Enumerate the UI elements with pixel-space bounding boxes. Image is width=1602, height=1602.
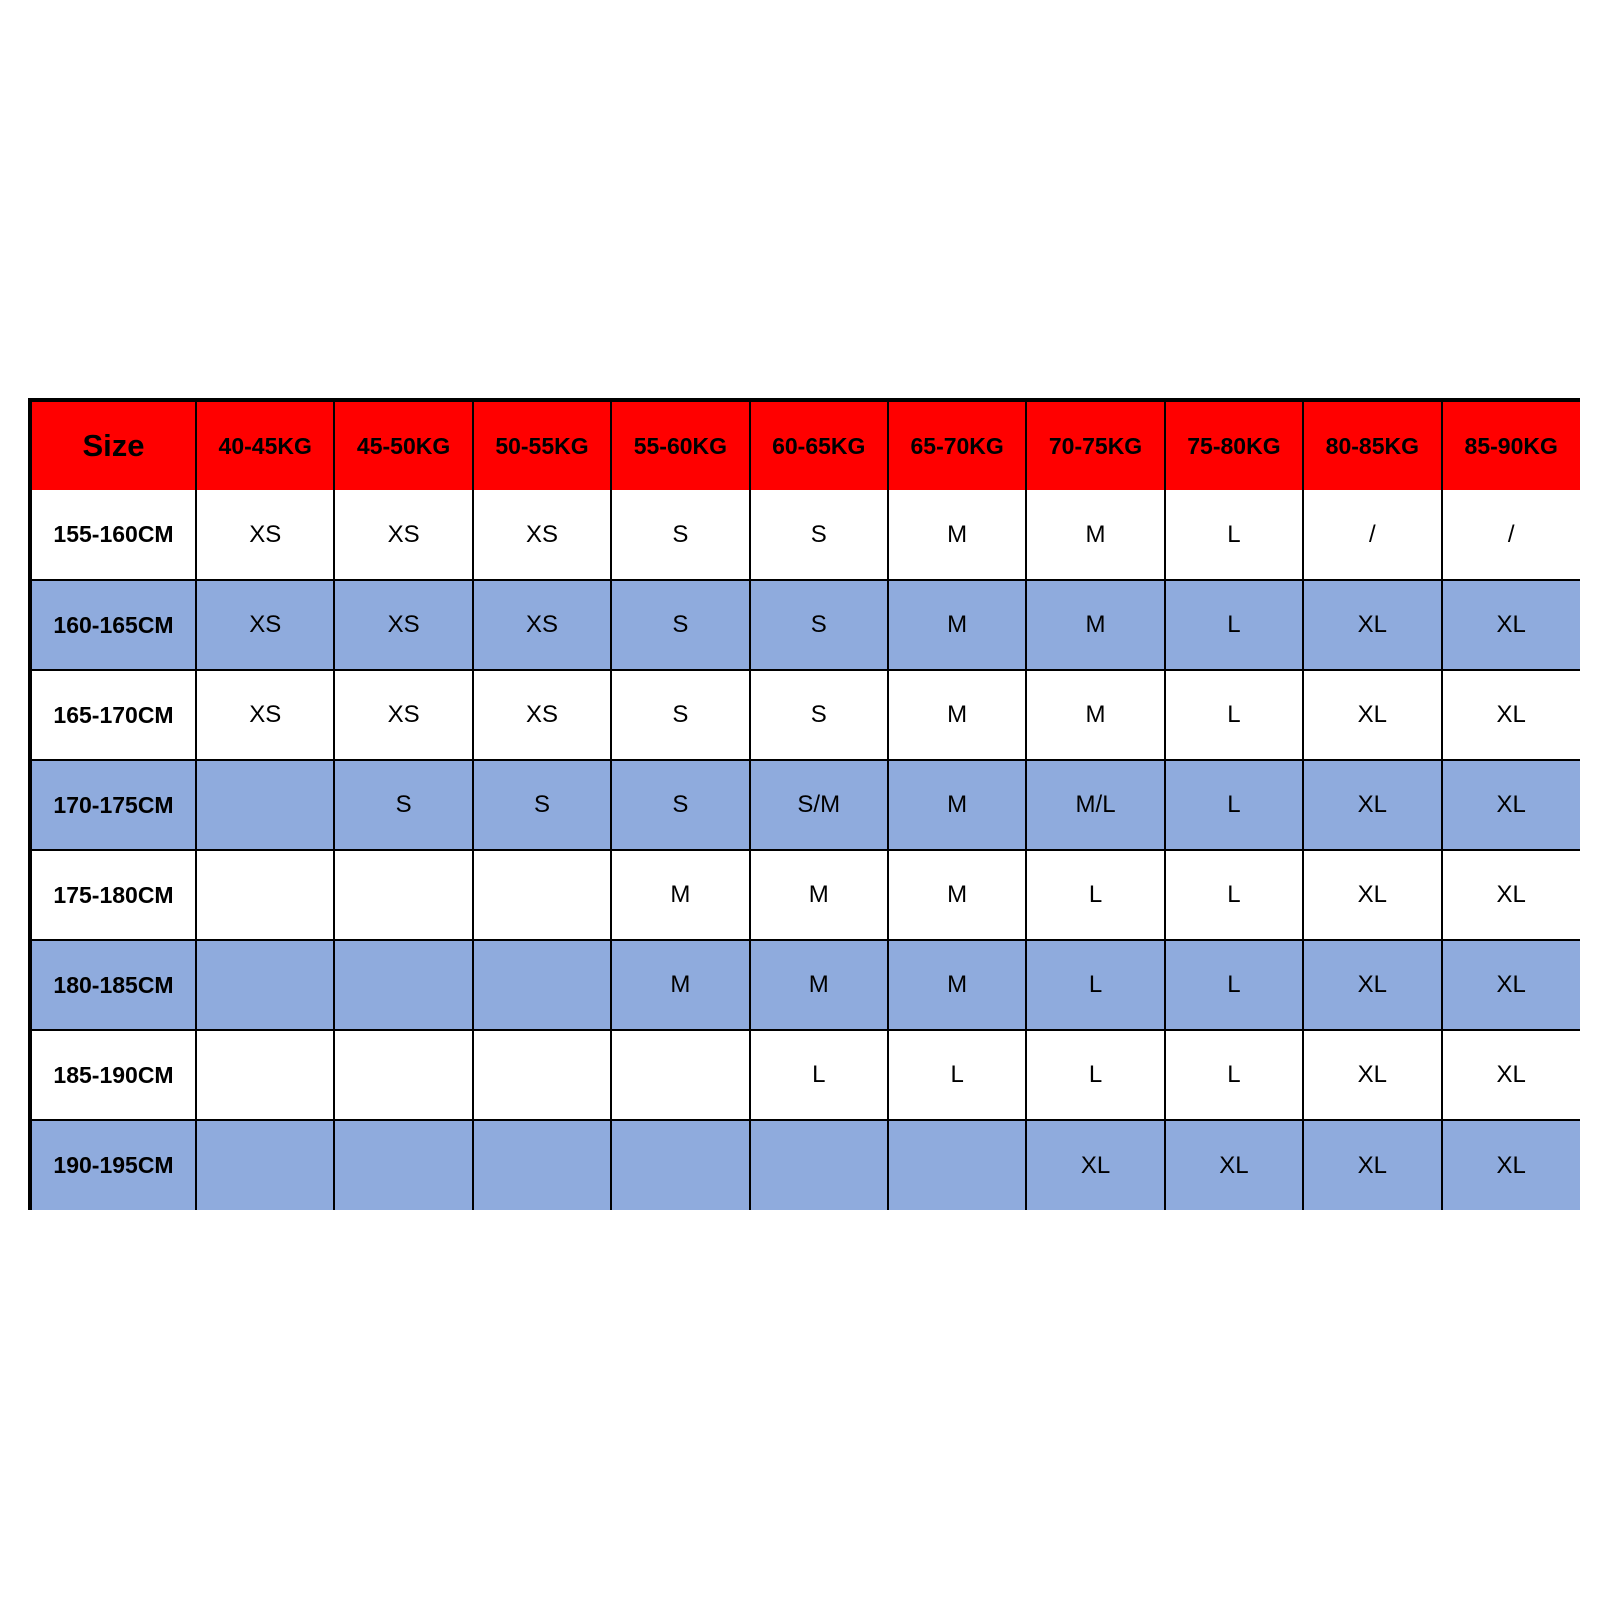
- size-cell: /: [1442, 490, 1580, 580]
- size-cell: [473, 1030, 611, 1120]
- size-cell: [334, 940, 472, 1030]
- row-header-height: 170-175CM: [32, 760, 196, 850]
- size-cell: XL: [1303, 760, 1441, 850]
- size-cell: M: [1026, 670, 1164, 760]
- size-cell: S: [750, 490, 888, 580]
- size-cell: XS: [473, 580, 611, 670]
- size-cell: XS: [196, 490, 334, 580]
- size-chart-table: [32, 402, 1580, 1210]
- size-cell: M: [1026, 490, 1164, 580]
- column-header-4: 55-60KG: [611, 402, 749, 490]
- size-cell: M: [888, 670, 1026, 760]
- size-cell: S: [334, 760, 472, 850]
- column-header-9: 80-85KG: [1303, 402, 1441, 490]
- row-header-height: 190-195CM: [32, 1120, 196, 1210]
- size-cell: XS: [334, 490, 472, 580]
- column-header-10: 85-90KG: [1442, 402, 1580, 490]
- size-cell: [888, 1120, 1026, 1210]
- header-row: [32, 402, 1580, 490]
- size-cell: XL: [1442, 1120, 1580, 1210]
- size-cell: L: [1165, 940, 1303, 1030]
- table-row: [32, 940, 1580, 1030]
- size-cell: [473, 1120, 611, 1210]
- size-cell: L: [1165, 760, 1303, 850]
- size-cell: [196, 940, 334, 1030]
- size-cell: S: [611, 580, 749, 670]
- column-header-7: 70-75KG: [1026, 402, 1164, 490]
- size-cell: M: [888, 580, 1026, 670]
- size-cell: L: [1026, 850, 1164, 940]
- size-cell: [334, 1120, 472, 1210]
- size-cell: L: [1165, 850, 1303, 940]
- size-cell: L: [1026, 940, 1164, 1030]
- size-cell: M: [1026, 580, 1164, 670]
- size-cell: XS: [196, 670, 334, 760]
- size-cell: XS: [334, 580, 472, 670]
- column-header-1: 40-45KG: [196, 402, 334, 490]
- size-cell: M: [888, 940, 1026, 1030]
- size-cell: L: [1165, 490, 1303, 580]
- size-cell: S/M: [750, 760, 888, 850]
- size-cell: M: [611, 850, 749, 940]
- row-header-height: 155-160CM: [32, 490, 196, 580]
- row-header-height: 165-170CM: [32, 670, 196, 760]
- size-cell: M: [888, 760, 1026, 850]
- size-cell: [196, 1120, 334, 1210]
- size-cell: XL: [1303, 670, 1441, 760]
- size-cell: L: [888, 1030, 1026, 1120]
- size-cell: L: [750, 1030, 888, 1120]
- size-cell: M: [888, 850, 1026, 940]
- size-chart: [28, 398, 1580, 1210]
- column-header-5: 60-65KG: [750, 402, 888, 490]
- size-cell: M: [611, 940, 749, 1030]
- size-cell: M/L: [1026, 760, 1164, 850]
- size-cell: L: [1165, 580, 1303, 670]
- size-cell: M: [888, 490, 1026, 580]
- size-cell: /: [1303, 490, 1441, 580]
- row-header-height: 160-165CM: [32, 580, 196, 670]
- row-header-height: 175-180CM: [32, 850, 196, 940]
- size-cell: S: [473, 760, 611, 850]
- size-cell: [334, 850, 472, 940]
- size-cell: M: [750, 850, 888, 940]
- size-cell: XL: [1026, 1120, 1164, 1210]
- column-header-8: 75-80KG: [1165, 402, 1303, 490]
- column-header-3: 50-55KG: [473, 402, 611, 490]
- size-cell: [196, 1030, 334, 1120]
- size-cell: XL: [1303, 580, 1441, 670]
- size-cell: L: [1165, 670, 1303, 760]
- size-cell: [750, 1120, 888, 1210]
- size-cell: [196, 850, 334, 940]
- corner-label: Size: [32, 402, 196, 490]
- column-header-6: 65-70KG: [888, 402, 1026, 490]
- table-row: [32, 490, 1580, 580]
- table-row: [32, 670, 1580, 760]
- size-cell: [196, 760, 334, 850]
- size-cell: XS: [196, 580, 334, 670]
- size-cell: XL: [1442, 670, 1580, 760]
- size-cell: S: [611, 760, 749, 850]
- row-header-height: 180-185CM: [32, 940, 196, 1030]
- size-cell: XL: [1303, 850, 1441, 940]
- column-header-2: 45-50KG: [334, 402, 472, 490]
- table-row: [32, 850, 1580, 940]
- size-cell: [334, 1030, 472, 1120]
- table-row: [32, 1120, 1580, 1210]
- size-cell: XL: [1303, 940, 1441, 1030]
- size-cell: XL: [1442, 760, 1580, 850]
- size-cell: XL: [1165, 1120, 1303, 1210]
- size-cell: [611, 1030, 749, 1120]
- size-cell: [473, 940, 611, 1030]
- row-header-height: 185-190CM: [32, 1030, 196, 1120]
- size-cell: XL: [1442, 580, 1580, 670]
- size-cell: XL: [1442, 1030, 1580, 1120]
- size-cell: L: [1165, 1030, 1303, 1120]
- size-cell: M: [750, 940, 888, 1030]
- size-cell: XL: [1303, 1030, 1441, 1120]
- size-cell: S: [611, 670, 749, 760]
- size-cell: S: [611, 490, 749, 580]
- size-cell: XL: [1303, 1120, 1441, 1210]
- size-cell: [611, 1120, 749, 1210]
- size-cell: XS: [334, 670, 472, 760]
- size-cell: XL: [1442, 940, 1580, 1030]
- size-cell: S: [750, 580, 888, 670]
- size-cell: S: [750, 670, 888, 760]
- size-cell: [473, 850, 611, 940]
- table-body: [32, 490, 1580, 1210]
- table-row: [32, 1030, 1580, 1120]
- size-cell: XS: [473, 670, 611, 760]
- size-cell: XL: [1442, 850, 1580, 940]
- table-row: [32, 760, 1580, 850]
- size-cell: XS: [473, 490, 611, 580]
- table-row: [32, 580, 1580, 670]
- size-cell: L: [1026, 1030, 1164, 1120]
